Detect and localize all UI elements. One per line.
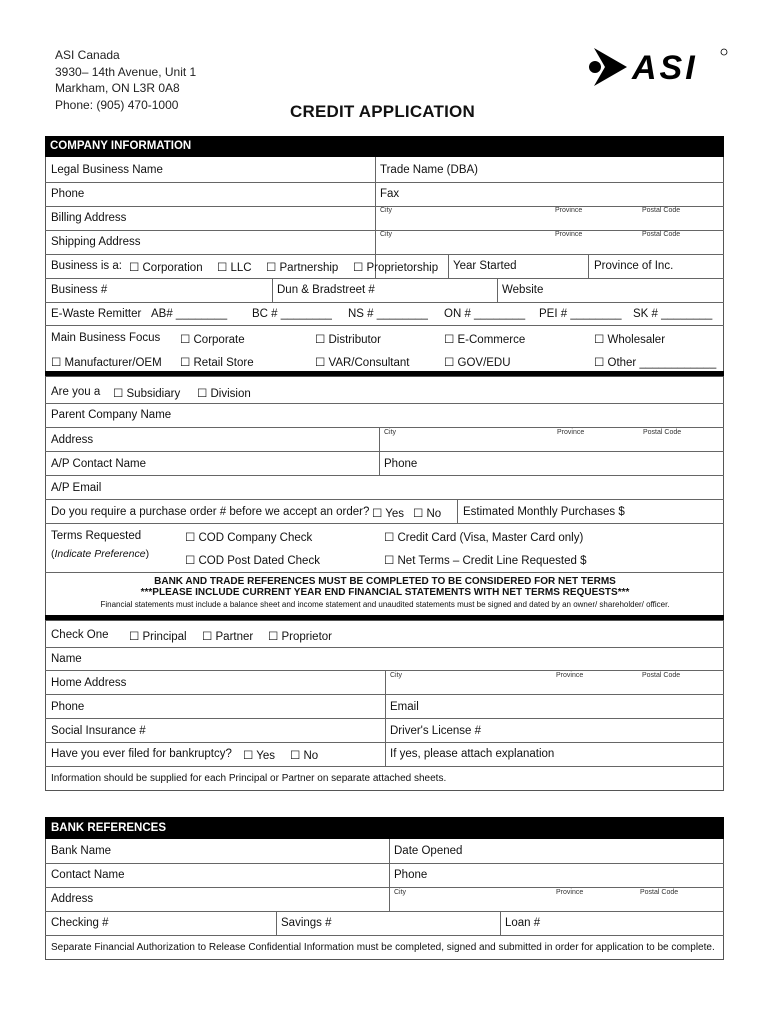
gov-edu-checkbox[interactable]: ☐ GOV/EDU — [444, 357, 511, 369]
drivers-license-field[interactable]: Driver's License # — [390, 725, 482, 737]
business-number-field[interactable]: Business # — [51, 284, 108, 296]
est-purchases-field[interactable]: Estimated Monthly Purchases $ — [463, 506, 625, 518]
division-checkbox[interactable]: ☐ Division — [197, 388, 251, 400]
parent-postal-label: Postal Code — [643, 429, 682, 436]
shipping-address-field[interactable]: Shipping Address — [51, 236, 141, 248]
are-you-a-label: Are you a — [51, 386, 101, 398]
parent-company-name-field[interactable]: Parent Company Name — [51, 409, 172, 421]
principal-email-field[interactable]: Email — [390, 701, 419, 713]
phone-field[interactable]: Phone — [51, 188, 85, 200]
ewaste-ab-field[interactable]: AB# ________ — [151, 308, 228, 320]
savings-field[interactable]: Savings # — [281, 917, 332, 929]
company-address-block — [55, 47, 196, 113]
logo-text: ASI — [632, 49, 698, 87]
company-info-header: COMPANY INFORMATION — [50, 140, 192, 152]
business-type-label: Business is a: — [51, 260, 122, 272]
principal-name-field[interactable]: Name — [51, 653, 82, 665]
home-city-label: City — [390, 672, 403, 679]
wholesaler-checkbox[interactable]: ☐ Wholesaler — [594, 334, 666, 346]
billing-province-label: Province — [555, 207, 583, 214]
shipping-city-label: City — [380, 231, 393, 238]
legal-business-name-field[interactable]: Legal Business Name — [51, 164, 163, 176]
ewaste-on-field[interactable]: ON # ________ — [444, 308, 526, 320]
parent-address-field[interactable]: Address — [51, 434, 94, 446]
llc-checkbox[interactable]: ☐ LLC — [217, 262, 252, 274]
var-checkbox[interactable]: ☐ VAR/Consultant — [315, 357, 410, 369]
bank-footnote: Separate Financial Authorization to Release Confidential Information must be completed, signed and submitted in order for application to be complete. — [51, 942, 715, 953]
distributor-checkbox[interactable]: ☐ Distributor — [315, 334, 381, 346]
billing-postal-label: Postal Code — [642, 207, 681, 214]
date-opened-field[interactable]: Date Opened — [394, 845, 463, 857]
ewaste-bc-field[interactable]: BC # ________ — [252, 308, 332, 320]
bank-province-label: Province — [556, 889, 584, 896]
principal-checkbox[interactable]: ☐ Principal — [129, 631, 187, 643]
bankruptcy-yes-checkbox[interactable]: ☐ Yes — [243, 750, 276, 762]
terms-requested-label: Terms Requested — [51, 530, 142, 542]
home-province-label: Province — [556, 672, 584, 679]
checking-field[interactable]: Checking # — [51, 917, 109, 929]
ewaste-label: E-Waste Remitter — [51, 308, 142, 320]
form-title: CREDIT APPLICATION — [290, 102, 475, 121]
billing-city-label: City — [380, 207, 393, 214]
po-no-checkbox[interactable]: ☐ No — [413, 508, 442, 520]
ap-contact-field[interactable]: A/P Contact Name — [51, 458, 147, 470]
financial-statements-requirement: Financial statements must include a balance sheet and income statement and unaudited statements must be signed and dated by an owner/ shareholder/ officer. — [100, 600, 670, 609]
ewaste-pei-field[interactable]: PEI # ________ — [539, 308, 622, 320]
manufacturer-checkbox[interactable]: ☐ Manufacturer/OEM — [51, 357, 162, 369]
bank-name-field[interactable]: Bank Name — [51, 845, 112, 857]
company-street: 3930– 14th Avenue, Unit 1 — [55, 64, 197, 79]
retail-checkbox[interactable]: ☐ Retail Store — [180, 357, 254, 369]
billing-address-field[interactable]: Billing Address — [51, 212, 127, 224]
home-postal-label: Postal Code — [642, 672, 681, 679]
principal-footnote: Information should be supplied for each Principal or Partner on separate attached sheets. — [51, 773, 447, 784]
cod-post-dated-checkbox[interactable]: ☐ COD Post Dated Check — [185, 555, 320, 567]
parent-city-label: City — [384, 429, 397, 436]
dun-bradstreet-field[interactable]: Dun & Bradstreet # — [277, 284, 375, 296]
shipping-province-label: Province — [555, 231, 583, 238]
home-address-field[interactable]: Home Address — [51, 677, 127, 689]
ap-email-field[interactable]: A/P Email — [51, 482, 102, 494]
sin-field[interactable]: Social Insurance # — [51, 725, 146, 737]
po-question-label: Do you require a purchase order # before we accept an order? — [51, 506, 370, 518]
other-checkbox[interactable]: ☐ Other ____________ — [594, 357, 717, 369]
check-one-label: Check One — [51, 629, 109, 641]
year-started-field[interactable]: Year Started — [453, 260, 517, 272]
asi-logo — [582, 42, 732, 88]
company-phone: Phone: (905) 470-1000 — [55, 97, 179, 112]
corporation-checkbox[interactable]: ☐ Corporation — [129, 262, 203, 274]
proprietorship-checkbox[interactable]: ☐ Proprietorship — [353, 262, 439, 274]
partnership-checkbox[interactable]: ☐ Partnership — [266, 262, 339, 274]
parent-province-label: Province — [557, 429, 585, 436]
bank-phone-field[interactable]: Phone — [394, 869, 428, 881]
company-name: ASI Canada — [55, 48, 120, 62]
proprietor-checkbox[interactable]: ☐ Proprietor — [268, 631, 332, 643]
company-city: Markham, ON L3R 0A8 — [55, 81, 180, 95]
ewaste-ns-field[interactable]: NS # ________ — [348, 308, 428, 320]
ecommerce-checkbox[interactable]: ☐ E-Commerce — [444, 334, 526, 346]
main-focus-label: Main Business Focus — [51, 332, 161, 344]
indicate-preference-note: (Indicate Preference) — [51, 548, 150, 560]
shipping-postal-label: Postal Code — [642, 231, 681, 238]
net-terms-checkbox[interactable]: ☐ Net Terms – Credit Line Requested $ — [384, 555, 587, 567]
ap-phone-field[interactable]: Phone — [384, 458, 418, 470]
bank-address-field[interactable]: Address — [51, 893, 94, 905]
ewaste-sk-field[interactable]: SK # ________ — [633, 308, 713, 320]
net-terms-notice: BANK AND TRADE REFERENCES MUST BE COMPLETED TO BE CONSIDERED FOR NET TERMS — [154, 576, 616, 587]
loan-field[interactable]: Loan # — [505, 917, 541, 929]
partner-checkbox[interactable]: ☐ Partner — [202, 631, 254, 643]
website-field[interactable]: Website — [502, 284, 544, 296]
bankruptcy-question: Have you ever filed for bankruptcy? — [51, 748, 232, 760]
cod-company-check-checkbox[interactable]: ☐ COD Company Check — [185, 532, 313, 544]
trade-name-field[interactable]: Trade Name (DBA) — [380, 164, 478, 176]
bank-postal-label: Postal Code — [640, 889, 679, 896]
corporate-checkbox[interactable]: ☐ Corporate — [180, 334, 245, 346]
principal-phone-field[interactable]: Phone — [51, 701, 85, 713]
bankruptcy-no-checkbox[interactable]: ☐ No — [290, 750, 319, 762]
bank-city-label: City — [394, 889, 407, 896]
bank-contact-name-field[interactable]: Contact Name — [51, 869, 125, 881]
fax-field[interactable]: Fax — [380, 188, 400, 200]
subsidiary-checkbox[interactable]: ☐ Subsidiary — [113, 388, 181, 400]
bankruptcy-explanation-note: If yes, please attach explanation — [390, 748, 555, 760]
po-yes-checkbox[interactable]: ☐ Yes — [372, 508, 405, 520]
bank-references-header: BANK REFERENCES — [51, 822, 167, 834]
credit-card-checkbox[interactable]: ☐ Credit Card (Visa, Master Card only) — [384, 532, 584, 544]
province-of-inc-field[interactable]: Province of Inc. — [594, 260, 674, 272]
financial-statements-notice: ***PLEASE INCLUDE CURRENT YEAR END FINANCIAL STATEMENTS WITH NET TERMS REQUESTS*** — [140, 587, 630, 598]
